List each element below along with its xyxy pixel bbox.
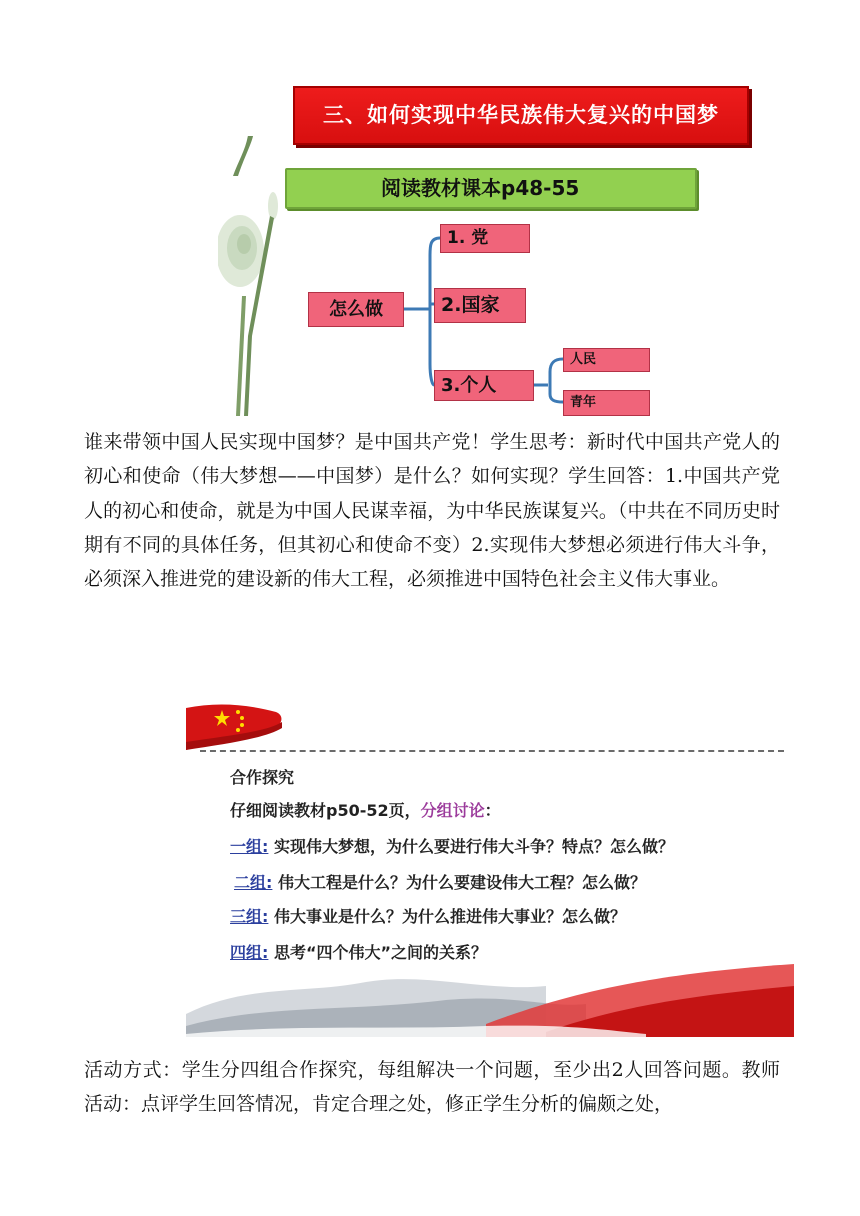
reading-assignment-bar: 阅读教材课本p48-55: [285, 168, 697, 209]
inquiry-heading: 合作探究: [230, 768, 295, 787]
slide-image-how-to-realize: [218, 84, 798, 416]
mindmap-branch-party: 1. 党: [440, 224, 530, 253]
slide-title: 三、如何实现中华民族伟大复兴的中国梦: [293, 86, 749, 145]
group-text: 思考“四个伟大”之间的关系？: [273, 943, 488, 962]
group-text: 伟大工程是什么？为什么要建设伟大工程？怎么做？: [277, 873, 646, 892]
mindmap-sub-youth: 青年: [563, 390, 650, 416]
mindmap-sub-people: 人民: [563, 348, 650, 372]
group-label: 一组:: [230, 837, 269, 856]
intro-discuss: 分组讨论: [420, 801, 485, 820]
red-flag-icon: [186, 702, 306, 752]
group-question-3: [230, 904, 626, 927]
group-label: 二组:: [234, 873, 273, 892]
group-text: 实现伟大梦想，为什么要进行伟大斗争？特点？怎么做？: [273, 837, 674, 856]
mindmap-root-how: 怎么做: [308, 292, 404, 327]
group-question-2: [234, 870, 646, 893]
mindmap-branch-country: 2.国家: [434, 288, 526, 323]
body-paragraph-2: 活动方式：学生分四组合作探究，每组解决一个问题，至少出2人回答问题。教师活动：点评学生回答情况，肯定合理之处，修正学生分析的偏颇之处，: [84, 1059, 780, 1116]
ink-landscape-decoration: [186, 964, 794, 1037]
intro-colon: ：: [484, 801, 501, 820]
slide-image-cooperative-inquiry: [186, 702, 794, 1037]
intro-text: 仔细阅读教材p50-52页，: [230, 801, 421, 820]
dashed-divider: [200, 750, 784, 752]
group-question-4: [230, 940, 487, 963]
group-text: 伟大事业是什么？为什么推进伟大事业？怎么做？: [273, 907, 626, 926]
body-paragraph-1: 谁来带领中国人民实现中国梦？是中国共产党！学生思考：新时代中国共产党人的初心和使命（伟大梦想——中国梦）是什么？如何实现？学生回答：1.中国共产党人的初心和使命，就是为中国人民谋幸福，为中华民族谋复兴。（中共在不同历史时期有不同的具体任务，但其初心和使命不变）2.实现伟大梦想必须进行伟大斗争，必须深入推进党的建设新的伟大工程，必须推进中国特色社会主义伟大事业。: [84, 431, 780, 591]
group-question-1: [230, 834, 674, 857]
group-label: 三组:: [230, 907, 269, 926]
inquiry-intro: [230, 798, 501, 821]
group-label: 四组:: [230, 943, 269, 962]
mindmap-branch-individual: 3.个人: [434, 370, 534, 401]
